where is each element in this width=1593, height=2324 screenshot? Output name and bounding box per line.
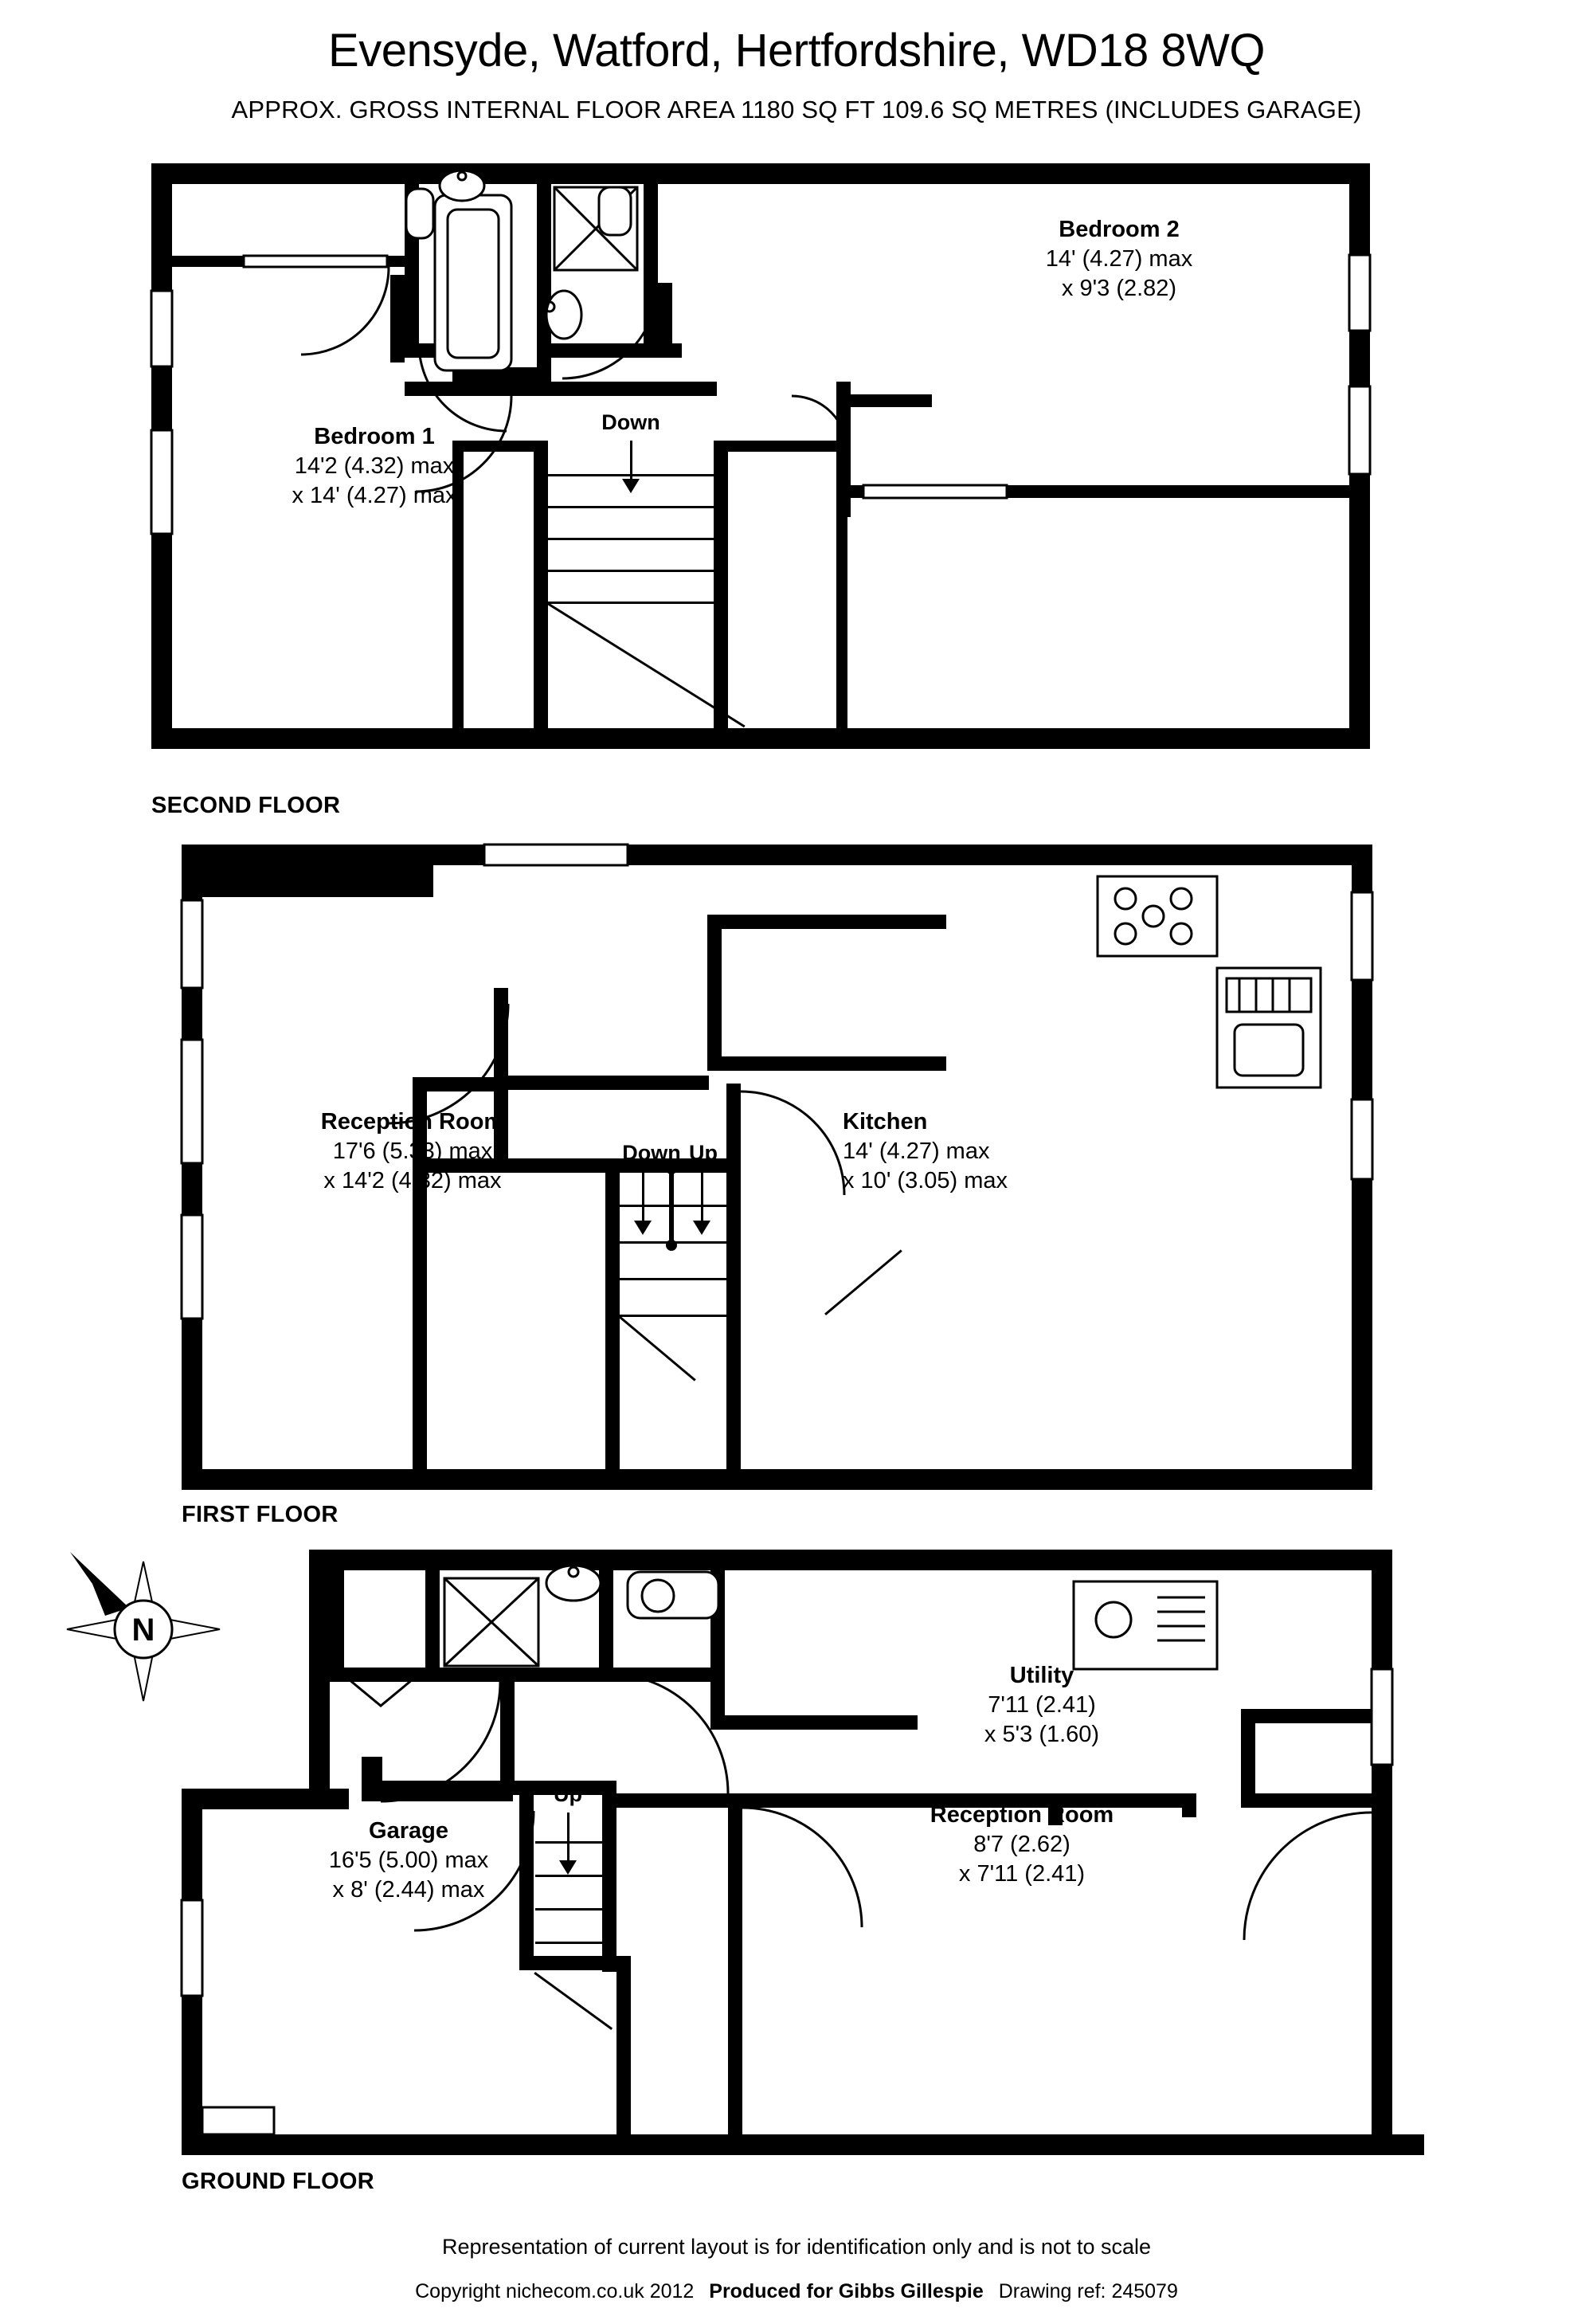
room-label-utility (883, 1661, 1201, 1750)
stair-landing-post (669, 1168, 674, 1244)
disclaimer-note: Representation of current layout is for identification only and is not to scale (442, 2235, 1151, 2259)
room-dimension-2: x 14' (4.27) max (292, 483, 457, 509)
stair-label-down: Down (622, 1141, 681, 1165)
copyright-line (0, 2280, 1593, 2303)
stair-tread (548, 538, 714, 540)
stair-arrow-head-up (693, 1221, 710, 1235)
room-label-reception-room-first (213, 1107, 612, 1196)
stair-arrow-shaft-up (701, 1171, 703, 1222)
second-floor-plan (151, 163, 1370, 749)
stair-tread (535, 1908, 602, 1911)
stair-tread (535, 1942, 602, 1944)
stair-arrow-shaft-down (642, 1171, 644, 1222)
first-floor-plan (182, 845, 1372, 1490)
room-dimension-1: 14' (4.27) max (843, 1138, 990, 1165)
stair-tread (620, 1315, 726, 1317)
room-dimension-2: x 8' (2.44) max (332, 1877, 485, 1903)
room-dimension-2: x 9'3 (2.82) (1061, 276, 1177, 302)
room-dimension-1: 7'11 (2.41) (988, 1692, 1096, 1719)
drawing-ref-text: Drawing ref: 245079 (998, 2280, 1178, 2302)
room-label-bedroom-2 (948, 215, 1290, 304)
room-dimension-1: 16'5 (5.00) max (328, 1848, 489, 1874)
room-name: Bedroom 2 (1059, 217, 1180, 242)
page-title: Evensyde, Watford, Hertfordshire, WD18 8WQ (328, 25, 1265, 76)
stair-tread (548, 570, 714, 572)
room-label-bedroom-1 (199, 422, 550, 511)
room-dimension-1: 14'2 (4.32) max (294, 453, 455, 480)
stair-tread (620, 1278, 726, 1280)
stair-label-up: Up (689, 1141, 718, 1165)
compass-drawing (56, 1546, 231, 1713)
stair-label-up: Up (554, 1782, 582, 1806)
room-dimension-1: 14' (4.27) max (1045, 246, 1193, 272)
room-label-garage (241, 1816, 576, 1905)
room-dimension-2: x 10' (3.05) max (843, 1168, 1008, 1194)
stair-label-down: Down (601, 410, 660, 434)
room-dimension-2: x 5'3 (1.60) (984, 1722, 1100, 1748)
compass-north-label: N (131, 1613, 155, 1648)
room-name: Garage (369, 1818, 448, 1844)
room-name: Bedroom 1 (314, 424, 435, 449)
floor-caption-second: SECOND FLOOR (151, 793, 341, 818)
room-dimension-2: x 14'2 (4.32) max (323, 1168, 502, 1194)
room-dimension-1: 8'7 (2.62) (973, 1832, 1070, 1858)
room-dimension-1: 17'6 (5.33) max (332, 1138, 493, 1165)
room-label-kitchen (843, 1107, 1177, 1196)
room-dimension-2: x 7'11 (2.41) (958, 1861, 1086, 1887)
stair-arrow-head-down (634, 1221, 652, 1235)
stair-tread (548, 602, 714, 604)
room-name: Reception Room (320, 1109, 505, 1135)
stair-arrow-shaft (630, 441, 632, 480)
floor-caption-first: FIRST FLOOR (182, 1502, 339, 1527)
room-name: Reception Room (930, 1802, 1114, 1828)
room-name: Utility (1009, 1663, 1074, 1688)
page-subtitle: APPROX. GROSS INTERNAL FLOOR AREA 1180 SQ FT 109.6 SQ METRES (INCLUDES GARAGE) (231, 96, 1362, 123)
ground-floor-plan (182, 1550, 1424, 2155)
copyright-text: Copyright nichecom.co.uk 2012 (415, 2280, 695, 2302)
room-name: Kitchen (843, 1109, 928, 1135)
stair-tread (548, 506, 714, 508)
stair-arrow-head-down (622, 479, 640, 493)
produced-for-text: Produced for Gibbs Gillespie (709, 2280, 984, 2302)
compass-rose (56, 1546, 231, 1713)
room-label-reception-room-ground (843, 1801, 1201, 1889)
floor-caption-ground: GROUND FLOOR (182, 2169, 375, 2194)
